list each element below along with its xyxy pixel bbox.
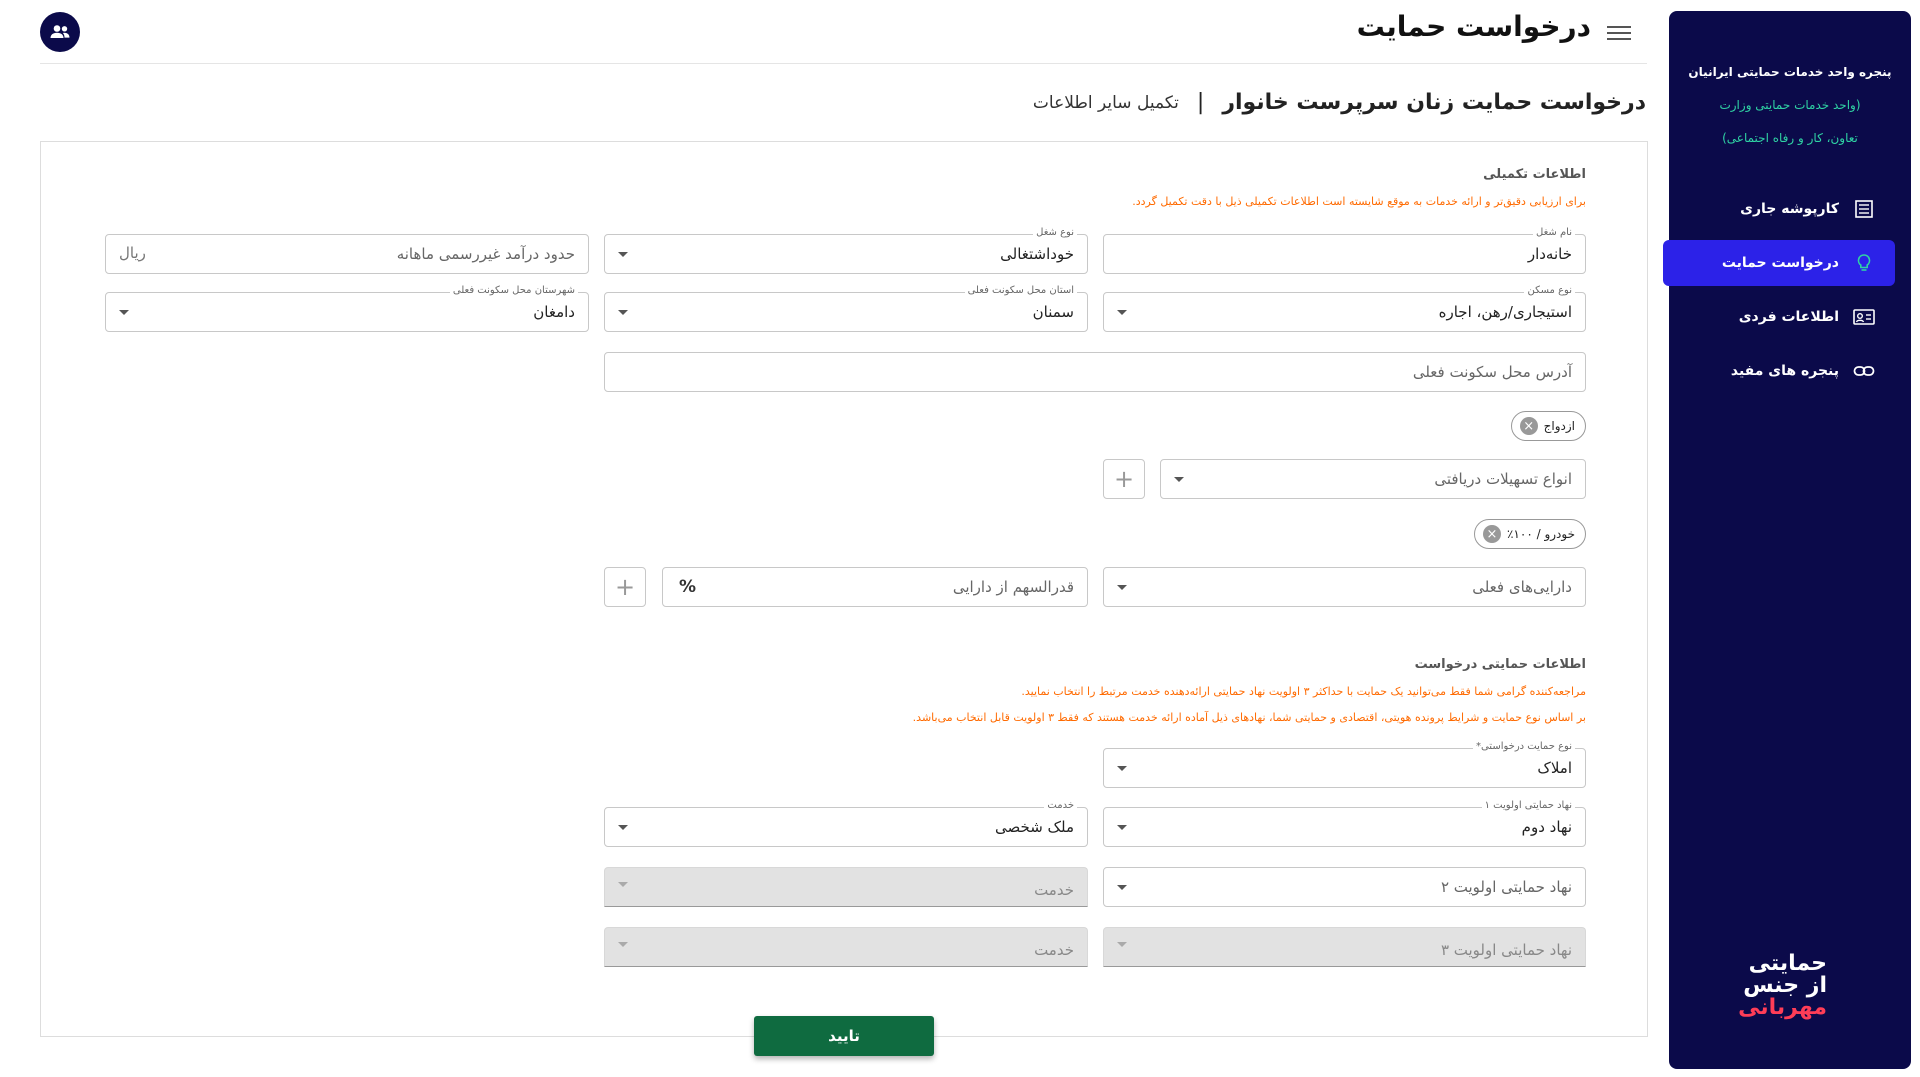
asset-chip-label: خودرو / ۱۰۰٪ [1506,527,1575,541]
asset-chip [1474,519,1586,549]
add-loan-button[interactable]: + [1103,459,1145,499]
breadcrumb-main: درخواست حمایت زنان سرپرست خانوار [1222,90,1646,115]
informal-income-placeholder: حدود درآمد غیررسمی ماهانه [396,245,575,263]
city-select[interactable] [105,285,589,332]
hamburger-menu-icon[interactable] [1607,22,1631,42]
logo-line2: از جنس [1743,973,1827,998]
logo-line1: حمایتی [1748,951,1827,976]
loans-placeholder: انواع تسهیلات دریافتی [1434,470,1572,488]
breadcrumb-separator: | [1196,90,1205,115]
housing-type-label: نوع مسکن [1524,285,1575,297]
chevron-down-icon [618,252,628,257]
assets-select[interactable] [1103,567,1586,607]
sidebar-item-personal-info[interactable] [1663,294,1895,340]
list-icon [1853,198,1875,220]
remove-chip-icon[interactable]: × [1483,525,1501,543]
chevron-down-icon [618,882,628,887]
asset-share-input[interactable] [662,567,1088,607]
breadcrumb-sub: تکمیل سایر اطلاعات [1032,92,1179,113]
user-group-avatar-icon[interactable] [40,12,80,52]
sidebar-item-label: کارپوشه جاری [1740,201,1839,217]
housing-type-select[interactable] [1103,285,1586,332]
sidebar-item-support-request[interactable] [1663,240,1895,286]
chevron-down-icon [1117,766,1127,771]
city-value: دامغان [533,303,575,321]
breadcrumb [1033,90,1646,115]
province-label: استان محل سکونت فعلی [965,285,1077,297]
service1-label: خدمت [1044,800,1077,812]
job-name-value: خانه‌دار [1527,245,1572,263]
service3-select [604,927,1088,967]
loan-chip-label: ازدواج [1543,419,1575,433]
sidebar-item-useful-windows[interactable] [1663,348,1895,394]
support-type-label: نوع حمایت درخواستی* [1473,741,1575,753]
lightbulb-icon [1853,252,1875,274]
priority1-value: نهاد دوم [1521,818,1572,836]
support-info-title: اطلاعات حمایتی درخواست [1414,657,1586,672]
housing-type-value: استیجاری/رهن، اجاره [1438,303,1572,321]
loans-select[interactable] [1160,459,1586,499]
support-info-note1: مراجعه‌کننده گرامی شما فقط می‌توانید یک حمایت با حداکثر ۳ اولویت نهاد حمایتی ارائه‌دهنده خدمت مرتبط را انتخاب نمایید. [1021,685,1586,698]
sidebar-item-current-folder[interactable] [1663,186,1895,232]
assets-placeholder: دارایی‌های فعلی [1472,578,1572,596]
priority2-select[interactable] [1103,867,1586,907]
asset-share-placeholder: قدرالسهم از دارایی [952,578,1074,596]
extra-info-title: اطلاعات تکمیلی [1483,167,1586,182]
job-type-label: نوع شغل [1033,227,1077,239]
top-bar [40,0,1647,64]
chevron-down-icon [618,825,628,830]
address-placeholder: آدرس محل سکونت فعلی [1412,363,1572,381]
remove-chip-icon[interactable]: × [1520,417,1538,435]
sidebar-title-line2: (واحد خدمات حمایتی وزارت [1719,98,1861,112]
service2-select [604,867,1088,907]
add-asset-button[interactable]: + [604,567,646,607]
chevron-down-icon [1117,825,1127,830]
sidebar-title-line1: پنجره واحد خدمات حمایتی ایرانیان [1688,65,1892,79]
service1-value: ملک شخصی [995,818,1074,836]
job-type-value: خوداشتغالی [1000,245,1074,263]
sidebar-item-label: درخواست حمایت [1721,255,1839,271]
support-info-note2: بر اساس نوع حمایت و شرایط پرونده هویتی، اقتصادی و حمایتی شما، نهادهای ذیل آماده ارائه خدمت هستند که فقط ۳ اولویت قابل انتخاب می‌باشد. [912,711,1586,724]
priority1-label: نهاد حمایتی اولویت ۱ [1482,800,1575,812]
link-icon [1853,360,1875,382]
priority3-select [1103,927,1586,967]
chevron-down-icon [618,942,628,947]
job-type-select[interactable] [604,227,1088,274]
job-name-label: نام شغل [1533,227,1575,239]
city-label: شهرستان محل سکونت فعلی [450,285,578,297]
province-select[interactable] [604,285,1088,332]
address-input[interactable] [604,352,1586,392]
priority2-placeholder: نهاد حمایتی اولویت ۲ [1440,878,1572,896]
brand-logo [1738,953,1827,1019]
sidebar-item-label: اطلاعات فردی [1738,309,1839,325]
chevron-down-icon [1117,585,1127,590]
logo-line3: مهربانی [1738,995,1827,1020]
priority3-placeholder: نهاد حمایتی اولویت ۳ [1440,941,1572,959]
chevron-down-icon [1117,885,1127,890]
informal-income-input[interactable] [105,234,589,274]
id-card-icon [1853,306,1875,328]
sidebar-item-label: پنجره های مفید [1730,363,1839,379]
sidebar-title-line3: تعاون، کار و رفاه اجتماعی) [1722,131,1858,145]
service2-placeholder: خدمت [1034,881,1074,899]
priority1-select[interactable] [1103,800,1586,847]
extra-info-note: برای ارزیابی دقیق‌تر و ارائه خدمات به موقع شایسته است اطلاعات تکمیلی ذیل با دقت تکمیل گردد. [1132,195,1586,208]
service1-select[interactable] [604,800,1088,847]
chevron-down-icon [1174,477,1184,482]
sidebar [1669,11,1911,1069]
service3-placeholder: خدمت [1034,941,1074,959]
page-title: درخواست حمایت [1356,10,1591,43]
province-value: سمنان [1032,303,1074,321]
chevron-down-icon [1117,942,1127,947]
loan-chip [1511,411,1586,441]
chevron-down-icon [119,310,129,315]
chevron-down-icon [1117,310,1127,315]
job-name-field[interactable] [1103,227,1586,274]
sidebar-title [1669,56,1911,155]
currency-suffix: ریال [119,244,146,262]
support-type-select[interactable] [1103,741,1586,788]
percent-suffix: % [679,577,697,597]
chevron-down-icon [618,310,628,315]
submit-button[interactable]: تایید [754,1016,934,1056]
support-type-value: املاک [1537,759,1572,777]
sidebar-nav [1663,186,1895,402]
